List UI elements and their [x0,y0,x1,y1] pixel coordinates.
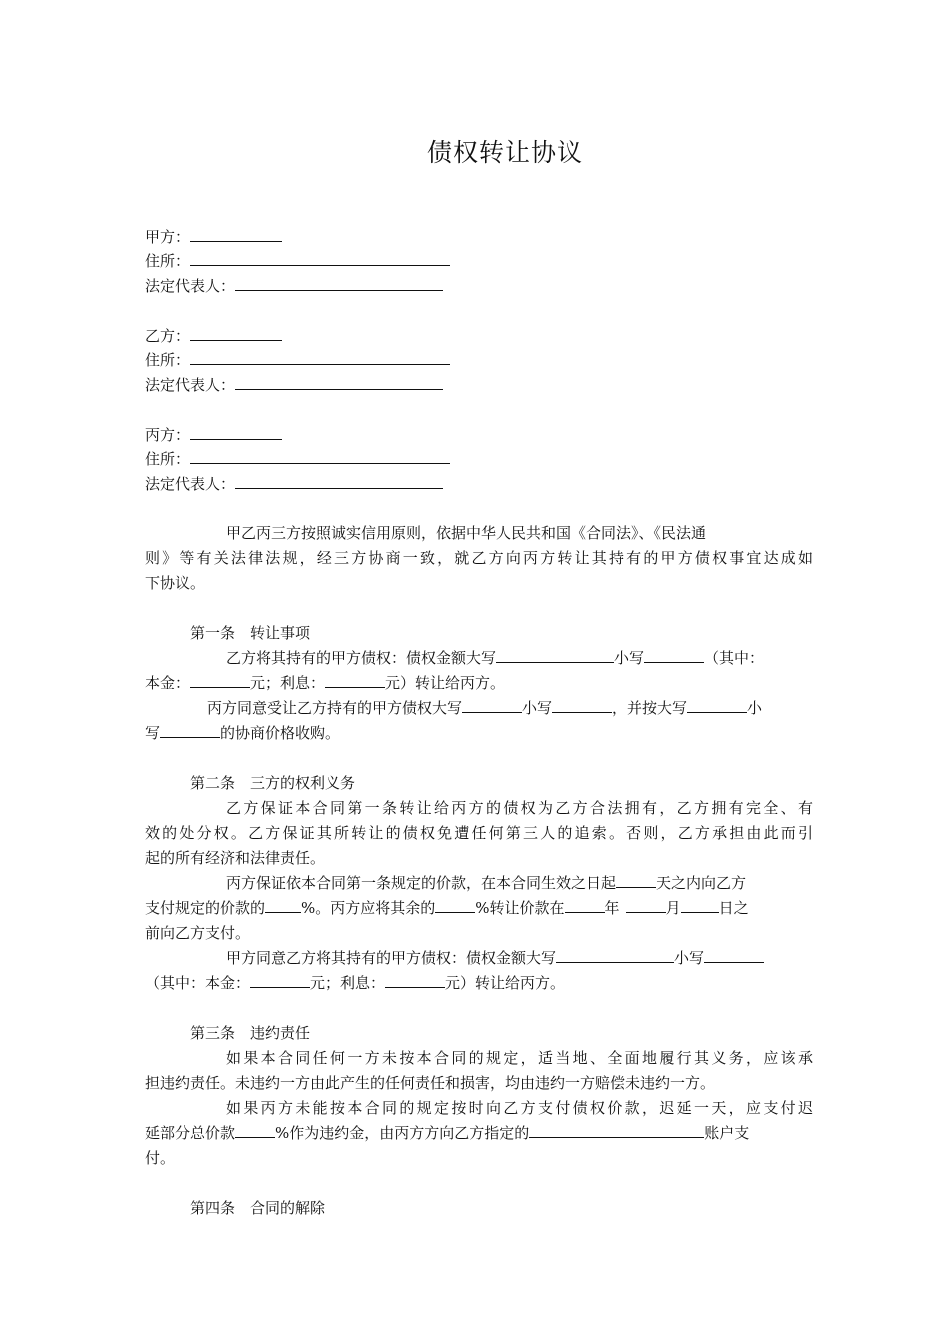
preamble-line-1: 甲乙丙三方按照诚实信用原则，依据中华人民共和国《合同法》、《民法通 [226,524,707,542]
text-segment: %转让价款在 [475,899,565,917]
text-segment: 甲方同意乙方将其持有的甲方债权：债权金额大写 [226,949,557,967]
party-a-address-blank [190,250,450,266]
party-c-address-line [145,447,813,472]
party-b-address-line [145,348,813,373]
article-1-line-1 [226,646,813,671]
text-segment: 延部分总价款 [145,1124,236,1142]
party-b-line [145,324,813,349]
article-2-heading: 第二条 三方的权利义务 [190,774,356,792]
principal-blank [250,972,310,988]
percent-blank [265,897,301,913]
text-segment: （其中： [704,649,765,667]
text-segment: 的协商价格收购。 [220,724,341,742]
text-segment: 元；利息： [250,674,326,692]
article-3-p1-line-1: 如果本合同任何一方未按本合同的规定，适当地、全面地履行其义务，应该承 [226,1049,813,1067]
text-segment: %。丙方应将其余的 [301,899,436,917]
article-2-p2-line-3: 前向乙方支付。 [145,924,251,942]
amount-figures-blank [704,947,764,963]
article-1-line-3 [207,696,813,721]
amount-words-blank [556,947,674,963]
blank [687,697,747,713]
party-b-rep-line [145,373,813,398]
text-segment: 月 [665,899,681,917]
article-2-p3-line-2 [145,971,813,996]
text-segment: 支付规定的价款的 [145,899,266,917]
party-c-label: 丙方： [145,426,191,444]
blank [160,722,220,738]
blank [462,697,522,713]
party-a-label: 甲方： [145,228,191,246]
article-1-line-4 [145,721,813,746]
article-1-line-2 [145,671,813,696]
article-2-p2-line-1 [226,871,813,896]
amount-words-blank [496,647,614,663]
party-c-rep-line [145,472,813,497]
article-3-p2-line-2 [145,1121,813,1146]
party-a-line [145,225,813,250]
party-a-rep-blank [235,275,443,291]
article-2-p1-line-1: 乙方保证本合同第一条转让给丙方的债权为乙方合法拥有，乙方拥有完全、有 [226,799,813,817]
text-segment: 小写 [614,649,645,667]
party-b-address-blank [190,349,450,365]
article-2-p2-line-2 [145,896,813,921]
account-blank [529,1122,704,1138]
text-segment: 小写 [674,949,705,967]
text-segment: 元）转让给丙方。 [385,674,506,692]
year-blank [565,897,605,913]
preamble-line-3: 下协议。 [145,574,206,592]
party-a-blank [190,226,282,242]
text-segment: 元；利息： [310,974,386,992]
party-a-rep-line [145,274,813,299]
text-segment: 本金： [145,674,191,692]
party-c-address-label: 住所： [145,450,191,468]
party-b-address-label: 住所： [145,351,191,369]
article-1-heading: 第一条 转让事项 [190,624,311,642]
text-segment: 天之内向乙方 [656,874,747,892]
interest-blank [325,672,385,688]
article-2-p3-line-1 [226,946,813,971]
article-3-p2-line-1: 如果丙方未能按本合同的规定按时向乙方支付债权价款，迟延一天，应支付迟 [226,1099,813,1117]
text-segment: 账户支 [704,1124,750,1142]
article-3-heading: 第三条 违约责任 [190,1024,311,1042]
month-blank [626,897,666,913]
article-2-p1-line-3: 起的所有经济和法律责任。 [145,849,326,867]
party-a-rep-label: 法定代表人： [145,277,236,295]
party-b-rep-label: 法定代表人： [145,376,236,394]
party-a-address-line [145,249,813,274]
party-c-line [145,423,813,448]
preamble-line-2: 则》等有关法律法规，经三方协商一致，就乙方向丙方转让其持有的甲方债权事宜达成如 [145,549,813,567]
text-segment: 乙方将其持有的甲方债权：债权金额大写 [226,649,497,667]
text-segment: （其中：本金： [145,974,251,992]
party-a-address-label: 住所： [145,252,191,270]
text-segment: 写 [145,724,161,742]
article-3-p1-line-2: 担违约责任。未违约一方由此产生的任何责任和损害，均由违约一方赔偿未违约一方。 [145,1074,716,1092]
text-segment: 丙方保证依本合同第一条规定的价款，在本合同生效之日起 [226,874,617,892]
article-2-p1-line-2: 效的处分权。乙方保证其所转让的债权免遭任何第三人的追索。否则，乙方承担由此而引 [145,824,813,842]
party-c-rep-blank [235,473,443,489]
party-c-address-blank [190,448,450,464]
day-blank [681,897,719,913]
article-3-p2-line-3: 付。 [145,1149,176,1167]
party-c-blank [190,424,282,440]
party-b-label: 乙方： [145,327,191,345]
percent-blank [435,897,475,913]
text-segment: 年 [604,899,620,917]
party-c-rep-label: 法定代表人： [145,475,236,493]
blank [552,697,612,713]
text-segment: 日之 [718,899,749,917]
percent-blank [235,1122,275,1138]
text-segment: 小写 [522,699,553,717]
text-segment: 丙方同意受让乙方持有的甲方债权大写 [207,699,463,717]
text-segment: 小 [747,699,763,717]
party-b-blank [190,325,282,341]
text-segment: 元）转让给丙方。 [445,974,566,992]
interest-blank [385,972,445,988]
days-blank [616,872,656,888]
amount-figures-blank [644,647,704,663]
article-4-heading: 第四条 合同的解除 [190,1199,326,1217]
document-title: 债权转让协议 [426,138,583,167]
principal-blank [190,672,250,688]
party-b-rep-blank [235,374,443,390]
text-segment: ，并按大写 [612,699,688,717]
text-segment: %作为违约金，由丙方方向乙方指定的 [275,1124,530,1142]
